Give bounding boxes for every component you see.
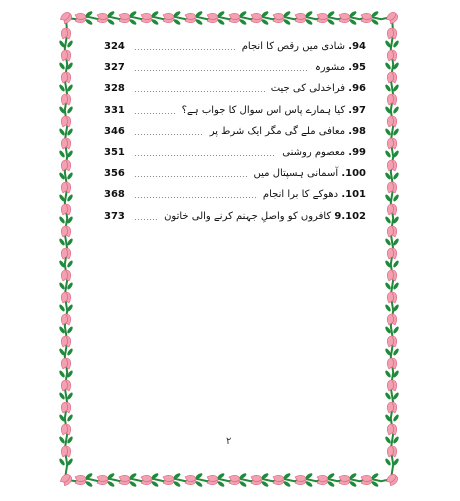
leaf-icon — [66, 194, 74, 203]
tulip-icon — [387, 50, 396, 61]
tulip-icon — [387, 314, 396, 325]
tulip-icon — [387, 116, 396, 127]
tulip-icon — [339, 475, 350, 484]
page-footer-mark: ۲ — [226, 436, 232, 447]
tulip-icon — [163, 475, 174, 484]
dot-leader — [134, 49, 236, 50]
tulip-icon — [273, 13, 284, 22]
toc-page-number: 356 — [104, 168, 125, 180]
tulip-icon — [387, 160, 396, 171]
leaf-icon — [384, 436, 392, 445]
toc-page-number: 324 — [104, 41, 125, 53]
toc-item-title: کیا ہمارے پاس اس سوال کا جواب ہے؟ — [181, 104, 346, 116]
tulip-icon — [61, 116, 70, 127]
tulip-icon — [61, 160, 70, 171]
tulip-icon — [387, 226, 396, 237]
tulip-icon — [387, 380, 396, 391]
toc-page-number: 351 — [104, 147, 125, 159]
tulip-icon — [61, 94, 70, 105]
toc-item-number: 9.102 — [334, 210, 366, 222]
tulip-icon — [61, 138, 70, 149]
tulip-icon — [163, 13, 174, 22]
dot-leader — [134, 155, 276, 156]
toc-item-number: 94. — [348, 41, 366, 53]
toc-title — [242, 41, 366, 52]
toc-entry — [104, 100, 366, 121]
leaf-icon — [384, 128, 392, 137]
dot-leader — [134, 219, 158, 220]
tulip-icon — [317, 475, 328, 484]
toc-item-title: فراخدلی کی جیت — [270, 83, 346, 95]
toc-title — [254, 168, 366, 179]
tulip-icon — [339, 13, 350, 22]
toc-item-title: کافروں کو واصلِ جہنم کرنے والی خاتون — [164, 210, 332, 222]
leaf-icon — [392, 260, 400, 269]
tulip-icon — [229, 475, 240, 484]
toc-entry — [104, 36, 366, 57]
tulip-icon — [295, 475, 306, 484]
tulip-icon — [75, 13, 86, 22]
tulip-icon — [119, 13, 130, 22]
tulip-icon — [387, 28, 396, 39]
tulip-icon — [387, 94, 396, 105]
toc-entry — [104, 78, 366, 99]
tulip-icon — [97, 475, 108, 484]
toc-item-title: دھوکے کا برا انجام — [262, 189, 339, 201]
leaf-icon — [58, 216, 66, 225]
toc-title — [210, 126, 366, 137]
toc-item-number: 100. — [341, 168, 366, 180]
tulip-icon — [61, 292, 70, 303]
toc-title — [315, 62, 366, 73]
leaf-icon — [66, 172, 74, 181]
tulip-icon — [61, 314, 70, 325]
leaf-icon — [66, 348, 74, 357]
leaf-icon — [66, 326, 74, 335]
toc-page-number: 327 — [104, 62, 125, 74]
leaf-icon — [384, 282, 392, 291]
tulip-icon — [387, 402, 396, 413]
tulip-icon — [387, 292, 396, 303]
tulip-icon — [61, 248, 70, 259]
toc-entry — [104, 184, 366, 205]
leaf-icon — [58, 436, 66, 445]
tulip-icon — [229, 13, 240, 22]
tulip-icon — [317, 13, 328, 22]
tulip-icon — [385, 472, 399, 486]
dot-leader — [134, 113, 176, 114]
tulip-icon — [387, 204, 396, 215]
tulip-icon — [61, 204, 70, 215]
tulip-icon — [251, 13, 262, 22]
toc-page-number: 331 — [104, 104, 125, 116]
tulip-icon — [141, 475, 152, 484]
leaf-icon — [58, 128, 66, 137]
leaf-icon — [392, 194, 400, 203]
toc-item-title: آسمانی ہسپتال میں — [253, 168, 339, 180]
toc-item-number: 101. — [341, 189, 366, 201]
toc-item-title: معافی ملے گی مگر ایک شرط پر — [209, 125, 346, 137]
toc-page-number: 346 — [104, 125, 125, 137]
tulip-icon — [273, 475, 284, 484]
leaf-icon — [66, 414, 74, 423]
leaf-icon — [384, 304, 392, 313]
toc-title — [164, 211, 366, 222]
toc-page-number: 328 — [104, 83, 125, 95]
tulip-icon — [59, 472, 73, 486]
tulip-icon — [387, 424, 396, 435]
leaf-icon — [58, 150, 66, 159]
tulip-icon — [387, 336, 396, 347]
tulip-icon — [361, 475, 372, 484]
leaf-icon — [392, 172, 400, 181]
leaf-icon — [384, 216, 392, 225]
leaf-icon — [392, 40, 400, 49]
toc-entry — [104, 142, 366, 163]
leaf-icon — [66, 106, 74, 115]
toc-title — [271, 83, 366, 94]
tulip-icon — [207, 475, 218, 484]
leaf-icon — [384, 458, 392, 467]
toc-item-number: 97. — [348, 104, 366, 116]
leaf-icon — [392, 414, 400, 423]
toc-item-title: معصوم روشنی — [282, 147, 346, 159]
toc-item-title: مشورہ — [314, 62, 346, 74]
leaf-icon — [384, 370, 392, 379]
tulip-icon — [61, 270, 70, 281]
toc-title — [182, 105, 366, 116]
tulip-icon — [141, 13, 152, 22]
dot-leader — [134, 70, 309, 71]
tulip-icon — [61, 402, 70, 413]
tulip-icon — [295, 13, 306, 22]
tulip-icon — [61, 380, 70, 391]
leaf-icon — [392, 106, 400, 115]
dot-leader — [134, 176, 248, 177]
toc-entry — [104, 121, 366, 142]
toc-entry — [104, 206, 366, 227]
toc-entry — [104, 57, 366, 78]
tulip-icon — [75, 475, 86, 484]
toc-item-number: 98. — [348, 125, 366, 137]
tulip-icon — [387, 72, 396, 83]
tulip-icon — [387, 358, 396, 369]
tulip-icon — [387, 138, 396, 149]
tulip-icon — [61, 336, 70, 347]
tulip-icon — [387, 446, 396, 457]
dot-leader — [134, 91, 265, 92]
leaf-icon — [384, 150, 392, 159]
table-of-contents — [104, 36, 366, 227]
tulip-icon — [185, 475, 196, 484]
leaf-icon — [392, 326, 400, 335]
leaf-icon — [58, 370, 66, 379]
toc-title — [263, 189, 366, 200]
leaf-icon — [58, 282, 66, 291]
toc-item-number: 95. — [348, 62, 366, 74]
leaf-icon — [384, 62, 392, 71]
tulip-icon — [251, 475, 262, 484]
tulip-icon — [97, 13, 108, 22]
tulip-icon — [387, 182, 396, 193]
tulip-icon — [119, 475, 130, 484]
leaf-icon — [392, 348, 400, 357]
tulip-icon — [61, 358, 70, 369]
tulip-icon — [61, 446, 70, 457]
dot-leader — [134, 134, 204, 135]
tulip-icon — [185, 13, 196, 22]
tulip-icon — [61, 50, 70, 61]
toc-page-number: 368 — [104, 189, 125, 201]
tulip-icon — [61, 226, 70, 237]
toc-item-title: شادی میں رقص کا انجام — [241, 41, 346, 53]
tulip-icon — [61, 182, 70, 193]
toc-title — [282, 147, 366, 158]
toc-item-number: 96. — [348, 83, 366, 95]
tulip-icon — [61, 424, 70, 435]
toc-entry — [104, 163, 366, 184]
leaf-icon — [58, 458, 66, 467]
leaf-icon — [58, 62, 66, 71]
tulip-icon — [207, 13, 218, 22]
leaf-icon — [66, 40, 74, 49]
leaf-icon — [66, 260, 74, 269]
tulip-icon — [61, 28, 70, 39]
dot-leader — [134, 197, 257, 198]
tulip-icon — [387, 270, 396, 281]
toc-item-number: 99. — [348, 147, 366, 159]
tulip-icon — [385, 10, 399, 24]
tulip-icon — [361, 13, 372, 22]
tulip-icon — [59, 10, 73, 24]
tulip-icon — [61, 72, 70, 83]
toc-page-number: 373 — [104, 210, 125, 222]
leaf-icon — [58, 304, 66, 313]
tulip-icon — [387, 248, 396, 259]
